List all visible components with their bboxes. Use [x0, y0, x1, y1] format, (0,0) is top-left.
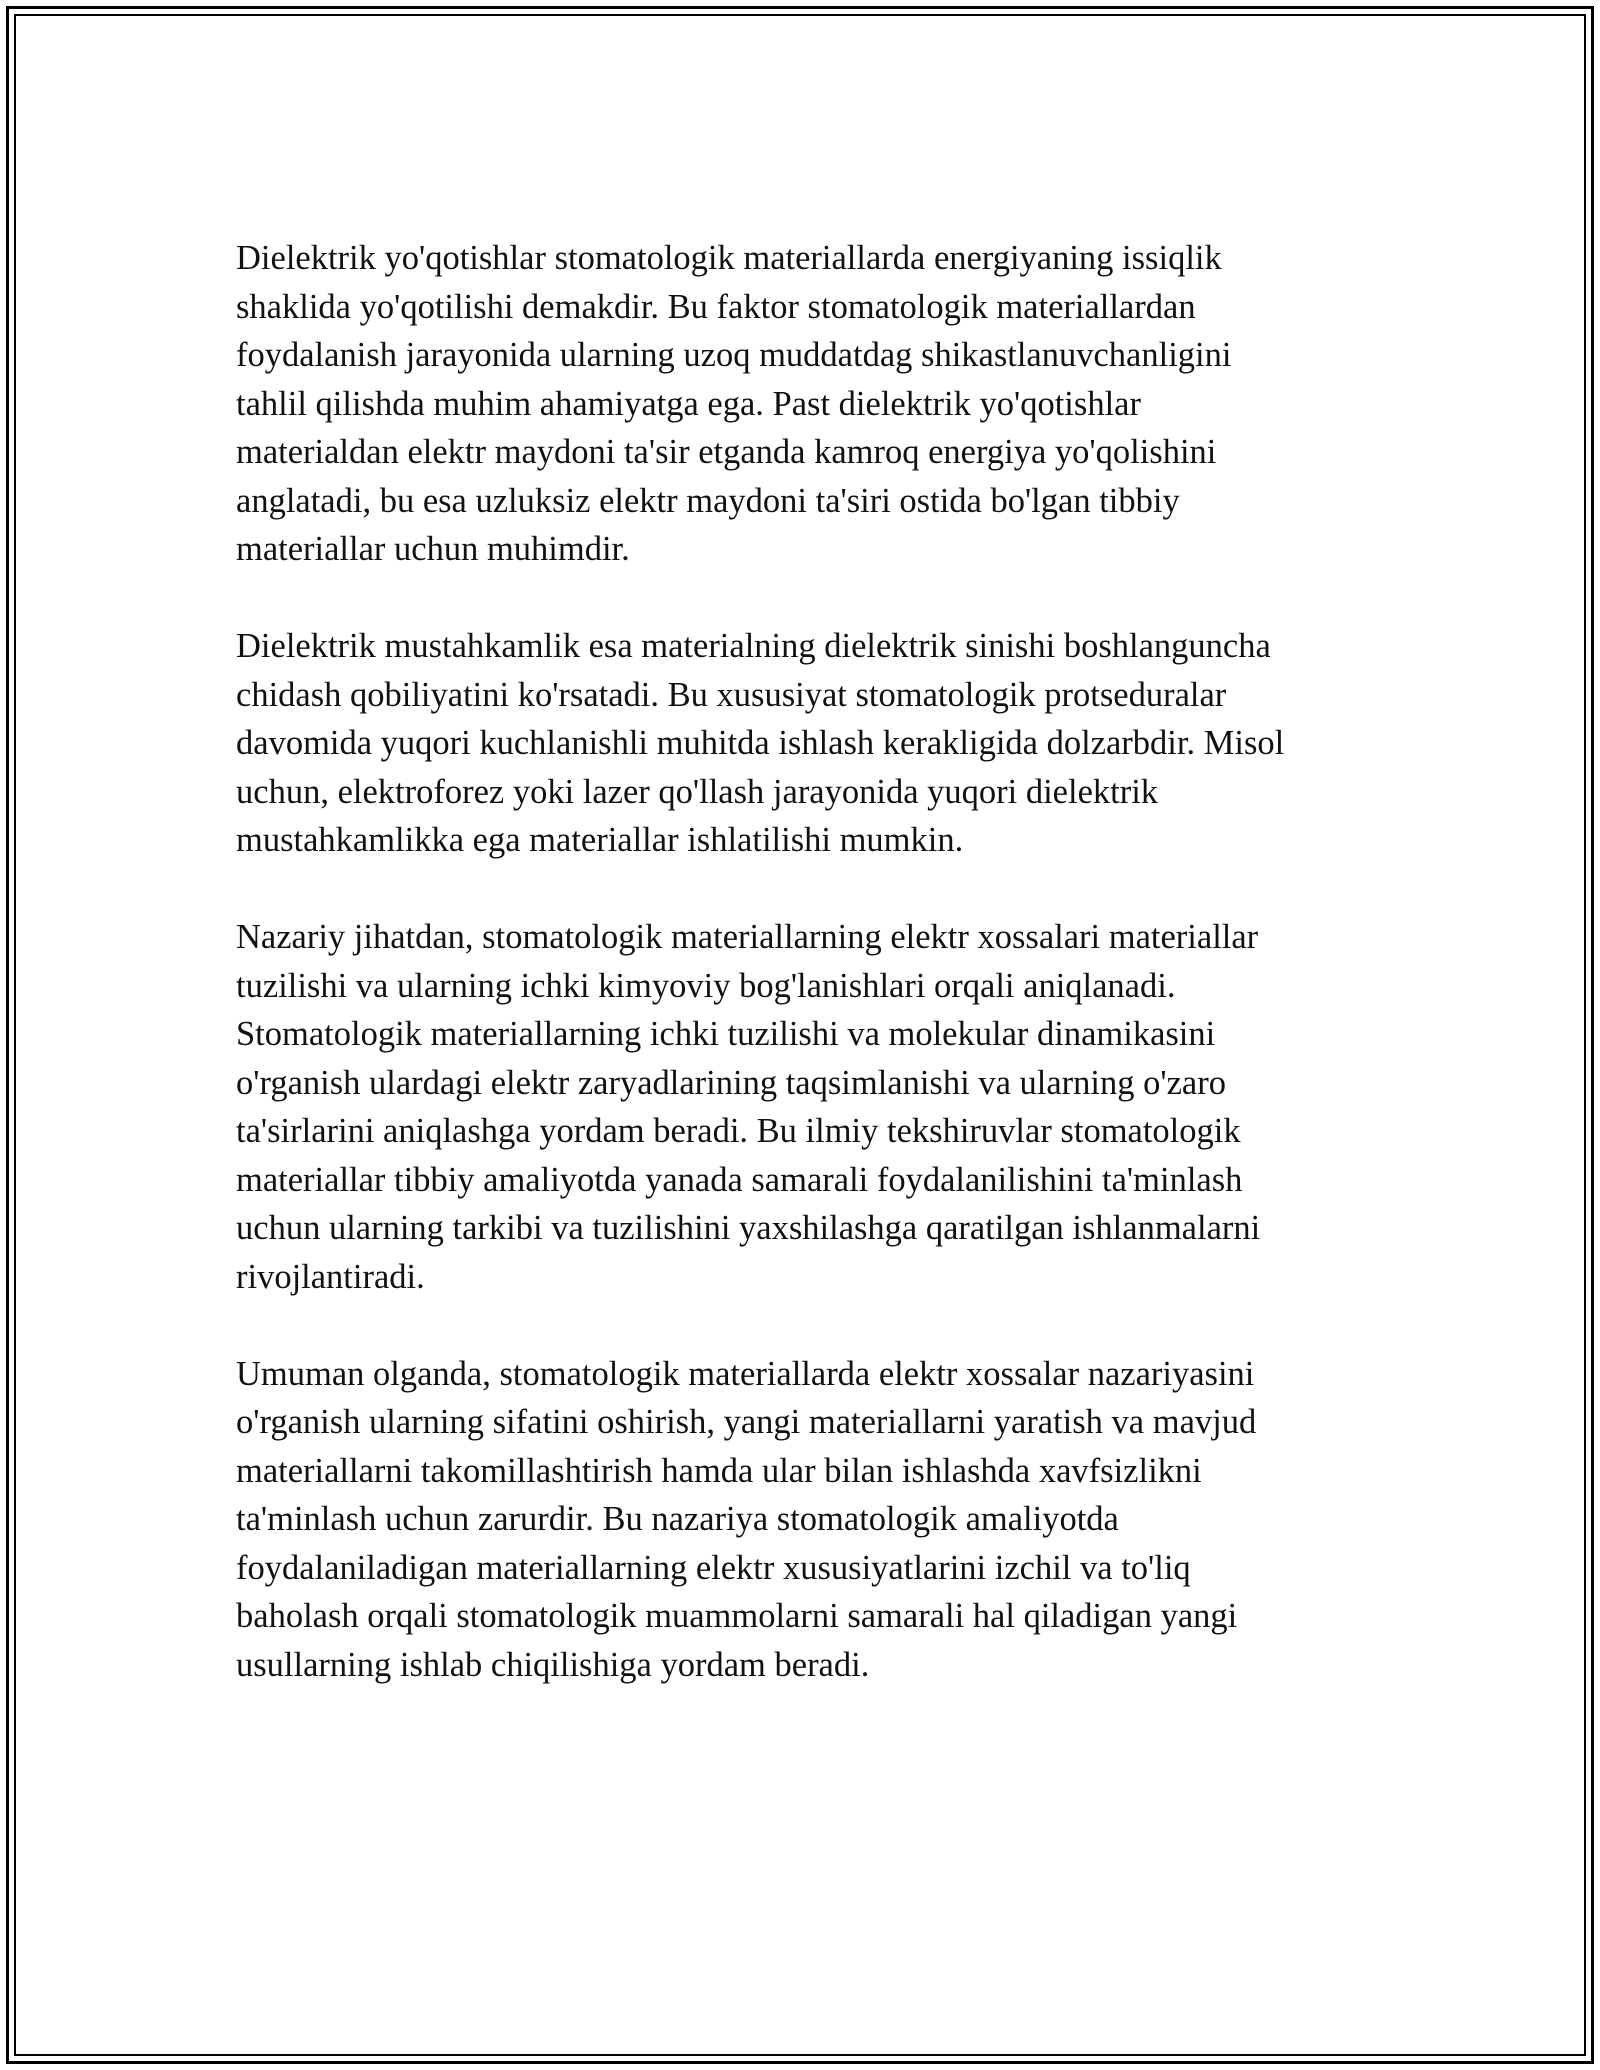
document-body: [236, 234, 1366, 1738]
paragraph-conclusion: Umuman olganda, stomatologik materiallarda elektr xossalar nazariyasini o'rganish ularning sifatini oshirish, yangi materiallarni yaratish va mavjud materiallarni takomillashtirish hamda ular bilan ishlashda xavfsizlikni ta'minlash uchun zarurdir. Bu nazariya stomatologik amaliyotda foydalaniladigan materiallarning elektr xususiyatlarini izchil va to'liq baholash orqali stomatologik muammolarni samarali hal qiladigan yangi usullarning ishlab chiqilishiga yordam beradi.: [236, 1354, 1257, 1684]
paragraph-theoretical-basis: Nazariy jihatdan, stomatologik materiallarning elektr xossalari materiallar tuzilishi va ularning ichki kimyoviy bog'lanishlari orqali aniqlanadi. Stomatologik materiallarning ichki tuzilishi va molekular dinamikasini o'rganish ulardagi elektr zaryadlarining taqsimlanishi va ularning o'zaro ta'sirlarini aniqlashga yordam beradi. Bu ilmiy tekshiruvlar stomatologik materiallar tibbiy amaliyotda yanada samarali foydalanilishini ta'minlash uchun ularning tarkibi va tuzilishini yaxshilashga qaratilgan ishlanmalarni rivojlantiradi.: [236, 918, 1261, 1296]
paragraph-dielectric-losses: Dielektrik yo'qotishlar stomatologik materiallarda energiyaning issiqlik shaklida yo'qotilishi demakdir. Bu faktor stomatologik materiallardan foydalanish jarayonida ularning uzoq muddatdag shikastlanuvchanligini tahlil qilishda muhim ahamiyatga ega. Past dielektrik yo'qotishlar materialdan elektr maydoni ta'sir etganda kamroq energiya yo'qolishini anglatadi, bu esa uzluksiz elektr maydoni ta'siri ostida bo'lgan tibbiy materiallar uchun muhimdir.: [236, 239, 1232, 568]
paragraph-dielectric-strength: Dielektrik mustahkamlik esa materialning dielektrik sinishi boshlanguncha chidash qobiliyatini ko'rsatadi. Bu xususiyat stomatologik protseduralar davomida yuqori kuchlanishli muhitda ishlash kerakligida dolzarbdir. Misol uchun, elektroforez yoki lazer qo'llash jarayonida yuqori dielektrik mustahkamlikka ega materiallar ishlatilishi mumkin.: [236, 627, 1285, 859]
